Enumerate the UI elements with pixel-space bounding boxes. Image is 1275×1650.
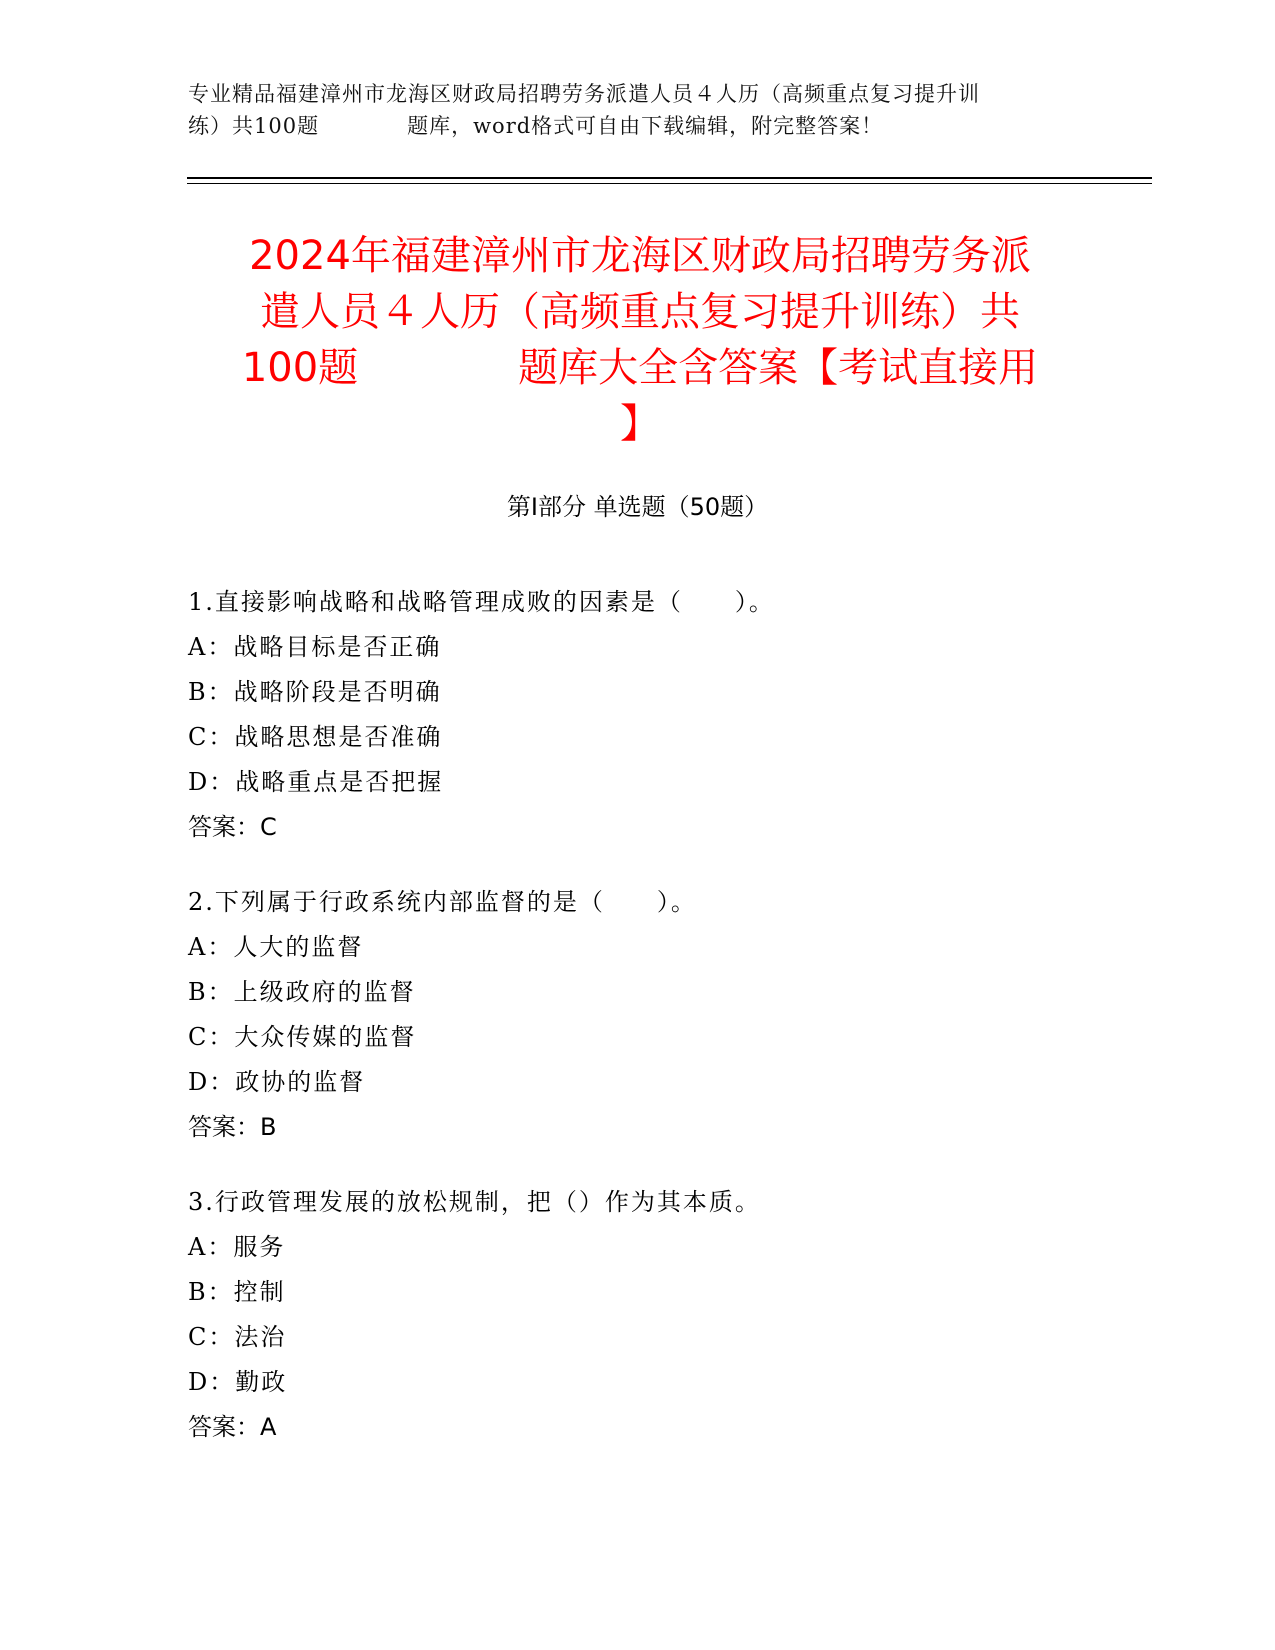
document-title <box>190 228 1090 452</box>
option-c: C：战略思想是否准确 <box>188 723 443 751</box>
option-b: B：控制 <box>188 1278 286 1306</box>
title-line-2: 遣人员４人历（高频重点复习提升训练）共 <box>260 289 1020 335</box>
option-d: D：政协的监督 <box>188 1068 366 1096</box>
answer: 答案：A <box>188 1413 277 1441</box>
header-divider-thin <box>187 183 1152 184</box>
header-note <box>188 78 1078 142</box>
question-2 <box>188 880 1088 1150</box>
section-heading: 第Ⅰ部分 单选题（50题） <box>506 493 769 521</box>
question-3 <box>188 1180 1088 1450</box>
answer: 答案：C <box>188 813 277 841</box>
question-1 <box>188 580 1088 850</box>
title-line-4: 】 <box>620 401 660 447</box>
question-text: 3.行政管理发展的放松规制，把（）作为其本质。 <box>188 1188 761 1216</box>
header-note-line-1: 专业精品福建漳州市龙海区财政局招聘劳务派遣人员４人历（高频重点复习提升训 <box>188 82 980 106</box>
question-text: 2.下列属于行政系统内部监督的是（ ）。 <box>188 888 697 916</box>
option-a: A：战略目标是否正确 <box>188 633 442 661</box>
option-d: D：勤政 <box>188 1368 288 1396</box>
question-list <box>188 580 1088 1480</box>
option-b: B：战略阶段是否明确 <box>188 678 442 706</box>
option-c: C：大众传媒的监督 <box>188 1023 417 1051</box>
header-note-line-2: 练）共100题 题库，word格式可自由下载编辑，附完整答案！ <box>188 114 884 138</box>
option-d: D：战略重点是否把握 <box>188 768 444 796</box>
answer: 答案：B <box>188 1113 277 1141</box>
option-c: C：法治 <box>188 1323 287 1351</box>
option-a: A：人大的监督 <box>188 933 364 961</box>
title-line-1: 2024年福建漳州市龙海区财政局招聘劳务派 <box>249 233 1031 279</box>
question-text: 1.直接影响战略和战略管理成败的因素是（ ）。 <box>188 588 775 616</box>
title-line-3: 100题 题库大全含答案【考试直接用 <box>241 345 1039 391</box>
header-divider-thick <box>187 177 1152 179</box>
option-a: A：服务 <box>188 1233 286 1261</box>
option-b: B：上级政府的监督 <box>188 978 416 1006</box>
